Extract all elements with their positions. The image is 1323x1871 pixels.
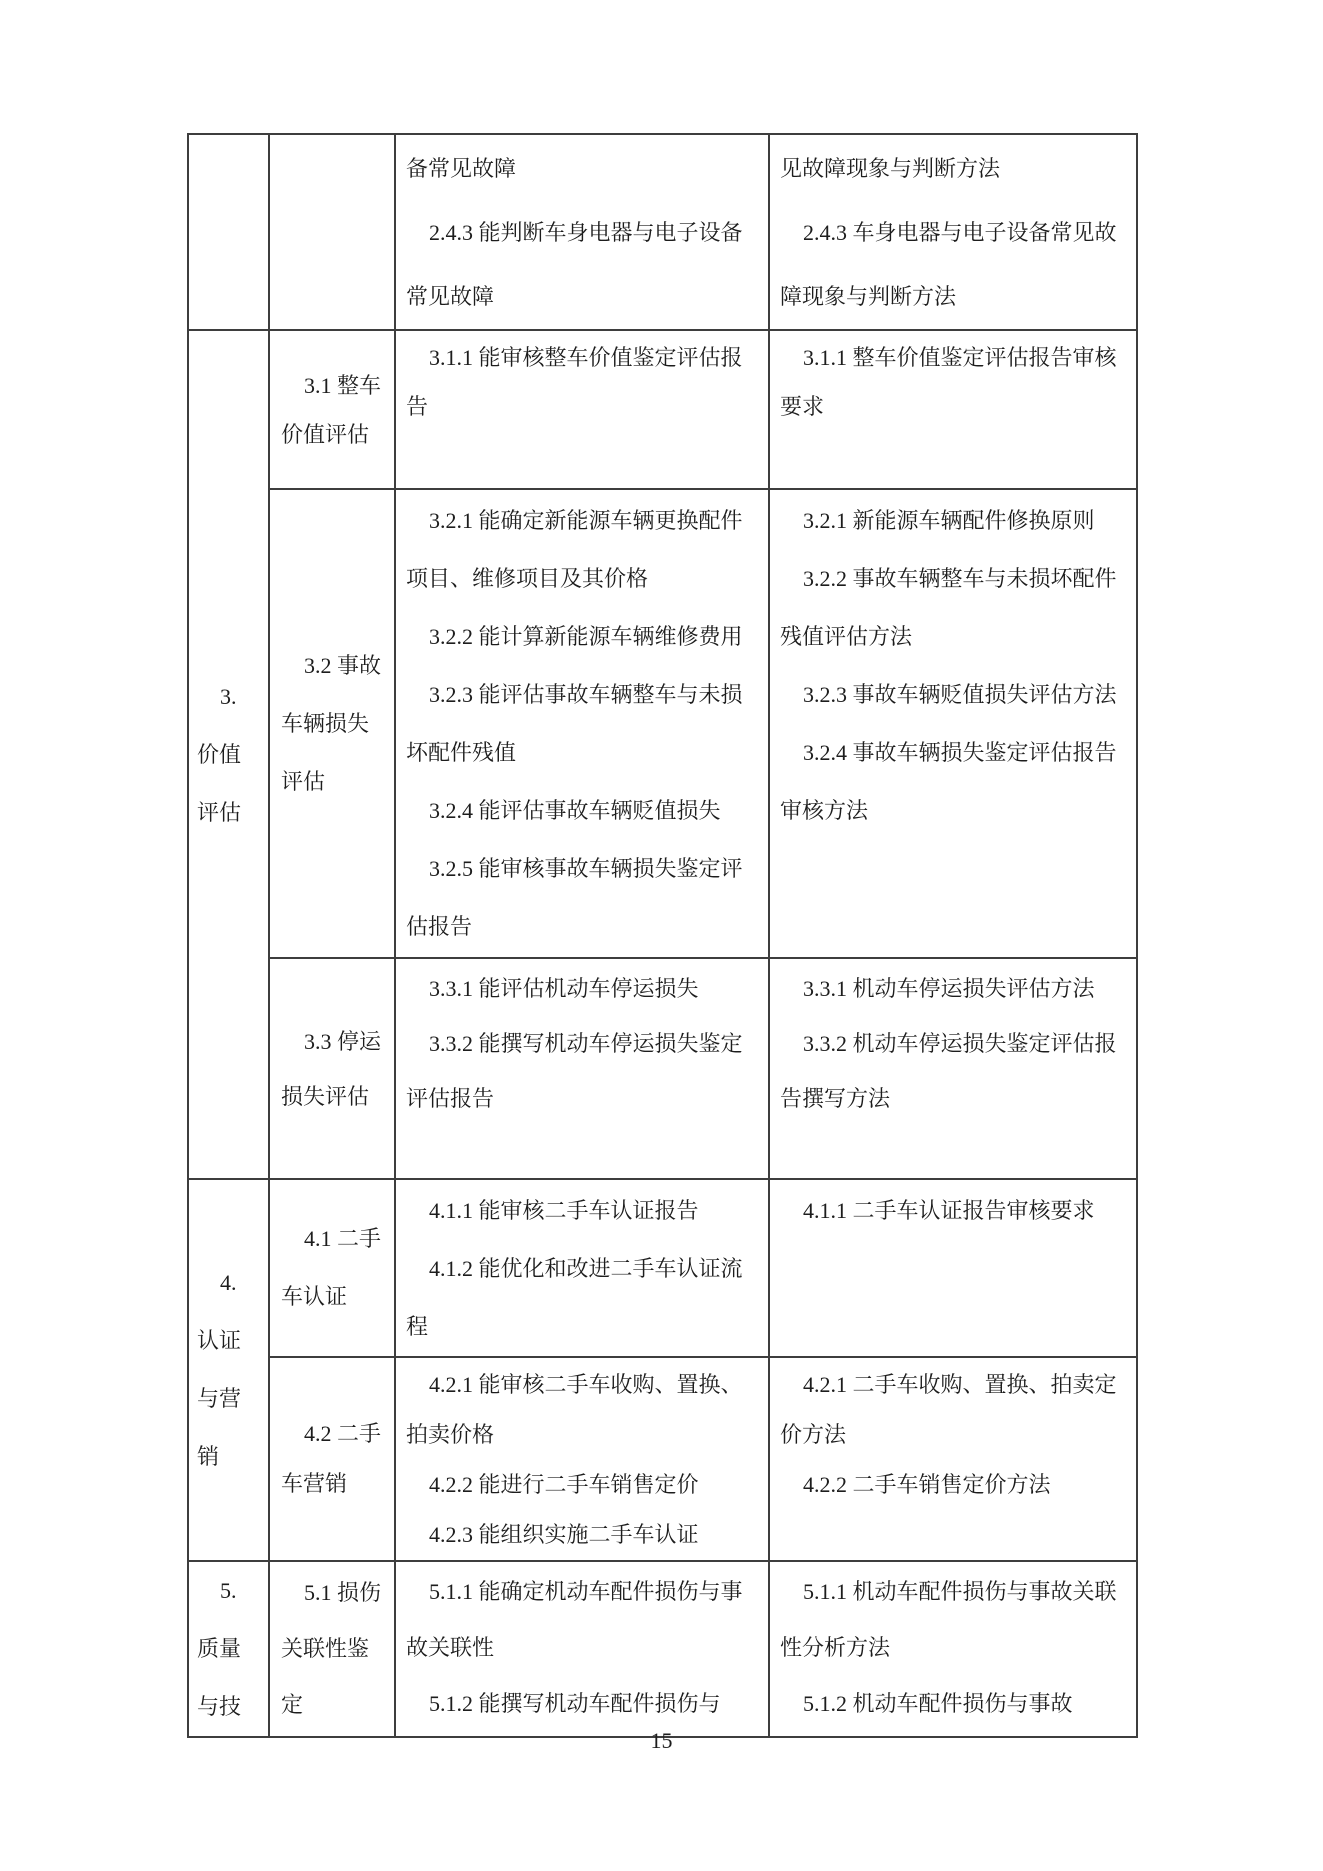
duty-cell-text: 3.2 事故车辆损失评估 [281,652,382,794]
cell-duty-3-2 [269,489,395,958]
skill-item: 备常见故障 [406,156,517,181]
knowledge-item: 3.2.3 事故车辆贬值损失评估方法 [803,682,1117,707]
cell-function-4 [188,1179,269,1561]
skill-item: 4.1.2 能优化和改进二手车认证流程 [406,1256,743,1339]
cell-duty-4-2 [269,1357,395,1561]
table-row-3-3 [188,958,1137,1179]
skill-item: 4.2.3 能组织实施二手车认证 [429,1522,699,1547]
knowledge-item: 3.3.1 机动车停运损失评估方法 [803,976,1095,1001]
cell-duty-3-1 [269,330,395,489]
skill-item: 3.1.1 能审核整车价值鉴定评估报告 [406,345,743,419]
duty-cell-text: 4.2 二手车营销 [281,1421,382,1496]
cell-duty-5-1 [269,1561,395,1737]
cell-skills-2-4 [395,134,769,330]
cell-skills-4-1 [395,1179,769,1357]
function-cell-text: 3. 价值评估 [197,683,242,825]
table-row-5-1 [188,1561,1137,1737]
knowledge-item: 3.3.2 机动车停运损失鉴定评估报告撰写方法 [780,1031,1117,1111]
cell-skills-5-1 [395,1561,769,1737]
cell-skills-3-2 [395,489,769,958]
cell-skills-4-2 [395,1357,769,1561]
knowledge-item: 见故障现象与判断方法 [780,156,1001,181]
knowledge-item: 4.2.1 二手车收购、置换、拍卖定价方法 [780,1372,1117,1447]
skill-item: 3.2.3 能评估事故车辆整车与未损坏配件残值 [406,682,743,765]
cell-knowledge-2-4 [769,134,1137,330]
skill-item: 5.1.1 能确定机动车配件损伤与事故关联性 [406,1579,743,1660]
table-row-4-1 [188,1179,1137,1357]
cell-knowledge-4-2 [769,1357,1137,1561]
skill-item: 3.2.5 能审核事故车辆损失鉴定评估报告 [406,856,743,939]
cell-knowledge-3-3 [769,958,1137,1179]
duty-cell-text: 3.1 整车价值评估 [281,372,382,447]
table-row-2-4-continuation [188,134,1137,330]
duty-cell-text: 3.3 停运损失评估 [281,1028,382,1109]
knowledge-item: 2.4.3 车身电器与电子设备常见故障现象与判断方法 [780,220,1117,309]
skill-item: 3.2.1 能确定新能源车辆更换配件项目、维修项目及其价格 [406,508,743,591]
cell-duty-3-3 [269,958,395,1179]
knowledge-item: 4.2.2 二手车销售定价方法 [803,1472,1051,1497]
knowledge-item: 3.2.4 事故车辆损失鉴定评估报告审核方法 [780,740,1117,823]
cell-function-empty [188,134,269,330]
cell-skills-3-1 [395,330,769,489]
function-cell-text: 4. 认证与营销 [197,1270,242,1469]
knowledge-item: 3.2.2 事故车辆整车与未损坏配件残值评估方法 [780,566,1117,649]
occupational-skill-table [187,133,1138,1738]
skill-item: 2.4.3 能判断车身电器与电子设备常见故障 [406,220,743,309]
cell-duty-4-1 [269,1179,395,1357]
cell-knowledge-4-1 [769,1179,1137,1357]
skill-item: 3.3.1 能评估机动车停运损失 [429,976,699,1001]
cell-function-5 [188,1561,269,1737]
table-row-3-1 [188,330,1137,489]
skill-item: 3.2.4 能评估事故车辆贬值损失 [429,798,721,823]
skill-item: 5.1.2 能撰写机动车配件损伤与 [429,1691,721,1716]
skill-item: 3.2.2 能计算新能源车辆维修费用 [429,624,743,649]
cell-function-3 [188,330,269,1179]
knowledge-item: 5.1.1 机动车配件损伤与事故关联性分析方法 [780,1579,1117,1660]
knowledge-item: 4.1.1 二手车认证报告审核要求 [803,1198,1095,1223]
skill-item: 3.3.2 能撰写机动车停运损失鉴定评估报告 [406,1031,743,1111]
function-cell-text: 5. 质量与技 [197,1578,242,1719]
duty-cell-text: 4.1 二手车认证 [281,1226,382,1309]
skill-item: 4.2.2 能进行二手车销售定价 [429,1472,699,1497]
cell-knowledge-3-1 [769,330,1137,489]
skill-item: 4.1.1 能审核二手车认证报告 [429,1198,699,1223]
page-number: 15 [650,1728,673,1753]
cell-skills-3-3 [395,958,769,1179]
skill-item: 4.2.1 能审核二手车收购、置换、拍卖价格 [406,1372,743,1447]
table-row-4-2 [188,1357,1137,1561]
knowledge-item: 3.1.1 整车价值鉴定评估报告审核要求 [780,345,1117,419]
knowledge-item: 3.2.1 新能源车辆配件修换原则 [803,508,1095,533]
cell-duty-empty [269,134,395,330]
table-row-3-2 [188,489,1137,958]
duty-cell-text: 5.1 损伤关联性鉴定 [281,1580,382,1717]
knowledge-item: 5.1.2 机动车配件损伤与事故 [803,1691,1073,1716]
cell-knowledge-3-2 [769,489,1137,958]
cell-knowledge-5-1 [769,1561,1137,1737]
